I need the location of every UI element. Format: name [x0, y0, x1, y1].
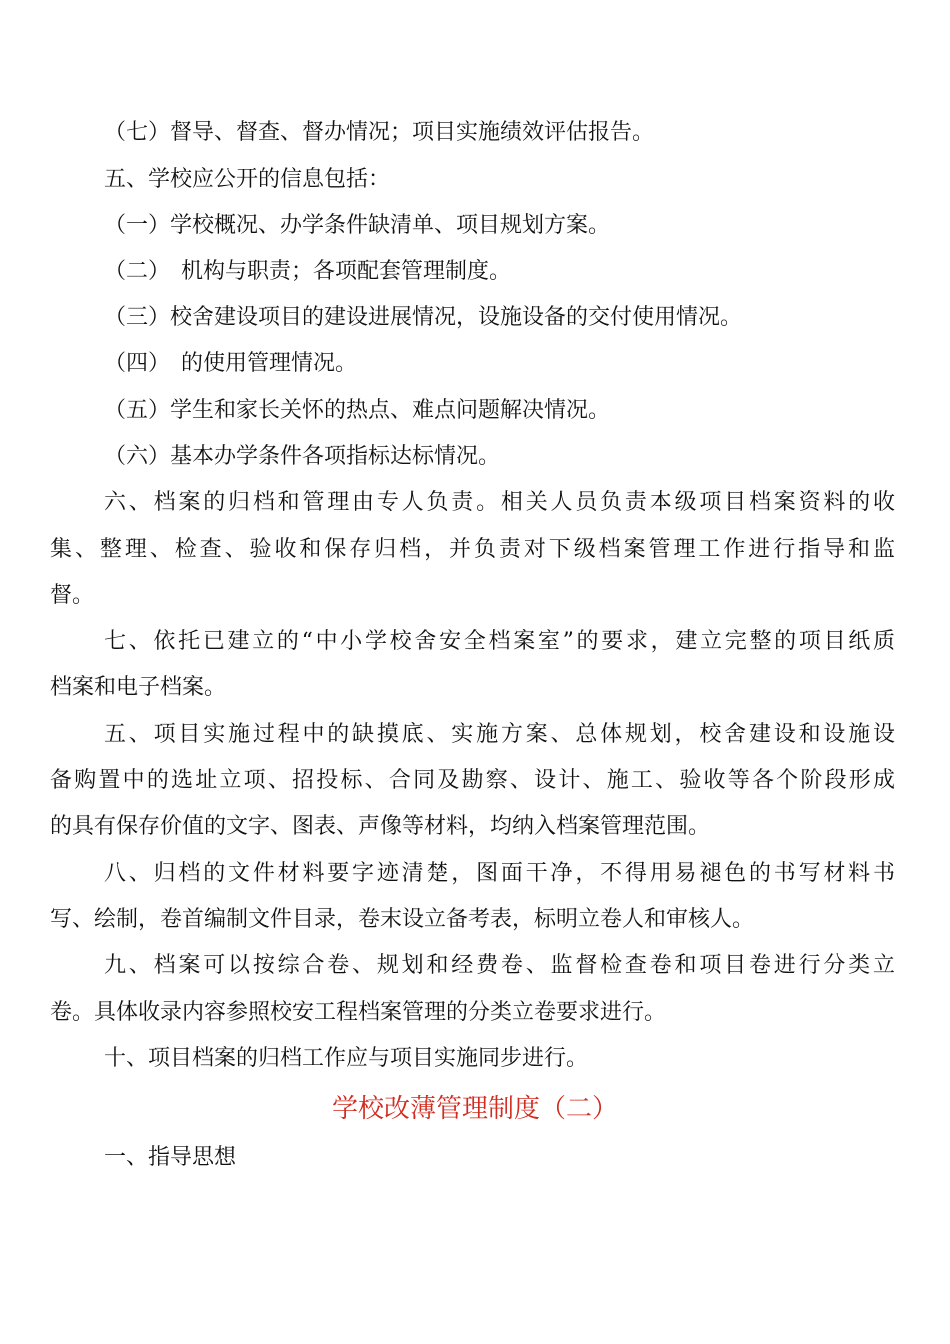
para-6-line-3: 督。 — [50, 583, 95, 608]
para-10-line: 十、项目档案的归档工作应与项目实施同步进行。 — [104, 1046, 589, 1071]
para-6-line-2: 集、整理、检查、验收和保存归档，并负责对下级档案管理工作进行指导和监 — [50, 537, 895, 562]
item-2-line: （二） 机构与职责；各项配套管理制度。 — [104, 259, 512, 284]
item-4-line: （四） 的使用管理情况。 — [104, 351, 358, 376]
item-7-line: （七）督导、督查、督办情况；项目实施绩效评估报告。 — [104, 120, 655, 145]
para-7-line-2: 档案和电子档案。 — [50, 675, 227, 700]
item-5-line: （五）学生和家长关怀的热点、难点问题解决情况。 — [104, 398, 611, 423]
item-3-line: （三）校舍建设项目的建设进展情况，设施设备的交付使用情况。 — [104, 305, 743, 330]
section-1-heading: 一、指导思想 — [104, 1145, 237, 1170]
para-5b-line-1: 五、项目实施过程中的缺摸底、实施方案、总体规划，校舍建设和设施设 — [104, 722, 895, 747]
item-1-line: （一）学校概况、办学条件缺清单、项目规划方案。 — [104, 213, 611, 238]
section-5-heading: 五、学校应公开的信息包括： — [104, 167, 391, 192]
para-6-line-1: 六、档案的归档和管理由专人负责。相关人员负责本级项目档案资料的收 — [104, 490, 895, 515]
para-8-line-2: 写、绘制，卷首编制文件目录，卷末设立备考表，标明立卷人和审核人。 — [50, 907, 755, 932]
para-5b-line-2: 备购置中的选址立项、招投标、合同及勘察、设计、施工、验收等各个阶段形成 — [50, 768, 895, 793]
para-9-line-1: 九、档案可以按综合卷、规划和经费卷、监督检查卷和项目卷进行分类立 — [104, 953, 895, 978]
para-5b-line-3: 的具有保存价值的文字、图表、声像等材料，均纳入档案管理范围。 — [50, 814, 711, 839]
para-7-line-1: 七、依托已建立的“中小学校舍安全档案室”的要求，建立完整的项目纸质 — [104, 629, 895, 654]
para-8-line-1: 八、归档的文件材料要字迹清楚，图面干净，不得用易褪色的书写材料书 — [104, 861, 895, 886]
item-6-line: （六）基本办学条件各项指标达标情况。 — [104, 444, 501, 469]
para-9-line-2: 卷。具体收录内容参照校安工程档案管理的分类立卷要求进行。 — [50, 1000, 667, 1025]
document-section-title: 学校改薄管理制度（二） — [331, 1094, 618, 1124]
